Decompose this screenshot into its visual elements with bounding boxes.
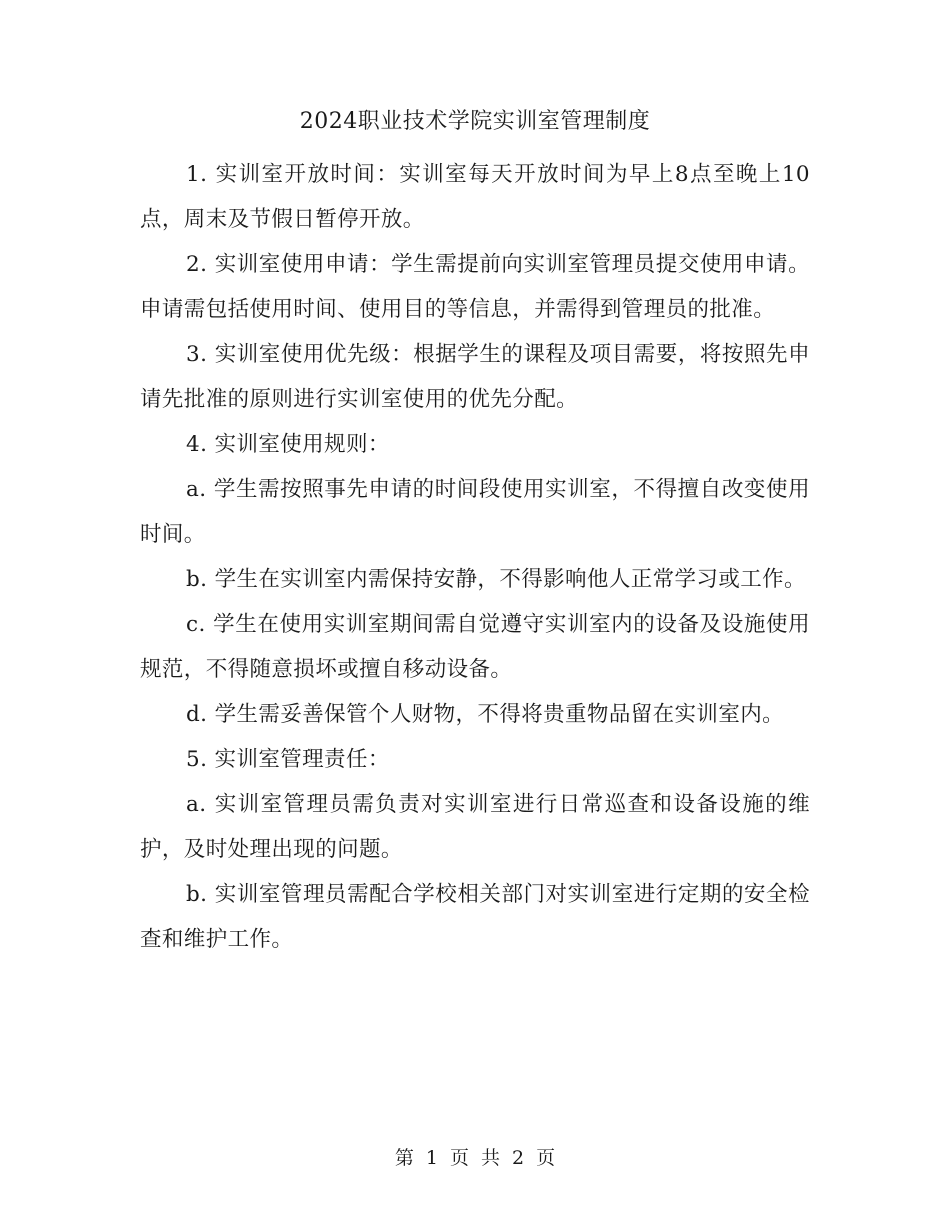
paragraph-management-heading: 5. 实训室管理责任： <box>186 747 390 772</box>
paragraph-management-a: a. 实训室管理员需负责对实训室进行日常巡查和设备设施的维护，及时处理出现的问题。 <box>140 792 810 862</box>
document-body <box>140 152 810 962</box>
document-title: 2024职业技术学院实训室管理制度 <box>299 109 651 134</box>
paragraph-opening-hours: 1. 实训室开放时间：实训室每天开放时间为早上8点至晚上10点，周末及节假日暂停开放。 <box>140 162 810 232</box>
paragraph-rule-a: a. 学生需按照事先申请的时间段使用实训室，不得擅自改变使用时间。 <box>140 477 810 547</box>
page-number-footer: 第 1 页 共 2 页 <box>394 1147 556 1169</box>
paragraph-rule-b: b. 学生在实训室内需保持安静，不得影响他人正常学习或工作。 <box>186 567 806 592</box>
paragraph-usage-rules-heading: 4. 实训室使用规则： <box>186 432 390 457</box>
paragraph-usage-application: 2. 实训室使用申请：学生需提前向实训室管理员提交使用申请。申请需包括使用时间、使用目的等信息，并需得到管理员的批准。 <box>140 252 810 322</box>
paragraph-rule-d: d. 学生需妥善保管个人财物，不得将贵重物品留在实训室内。 <box>186 702 785 727</box>
paragraph-usage-priority: 3. 实训室使用优先级：根据学生的课程及项目需要，将按照先申请先批准的原则进行实训室使用的优先分配。 <box>140 342 810 412</box>
paragraph-rule-c: c. 学生在使用实训室期间需自觉遵守实训室内的设备及设施使用规范，不得随意损坏或擅自移动设备。 <box>140 612 810 682</box>
paragraph-management-b: b. 实训室管理员需配合学校相关部门对实训室进行定期的安全检查和维护工作。 <box>140 882 810 952</box>
